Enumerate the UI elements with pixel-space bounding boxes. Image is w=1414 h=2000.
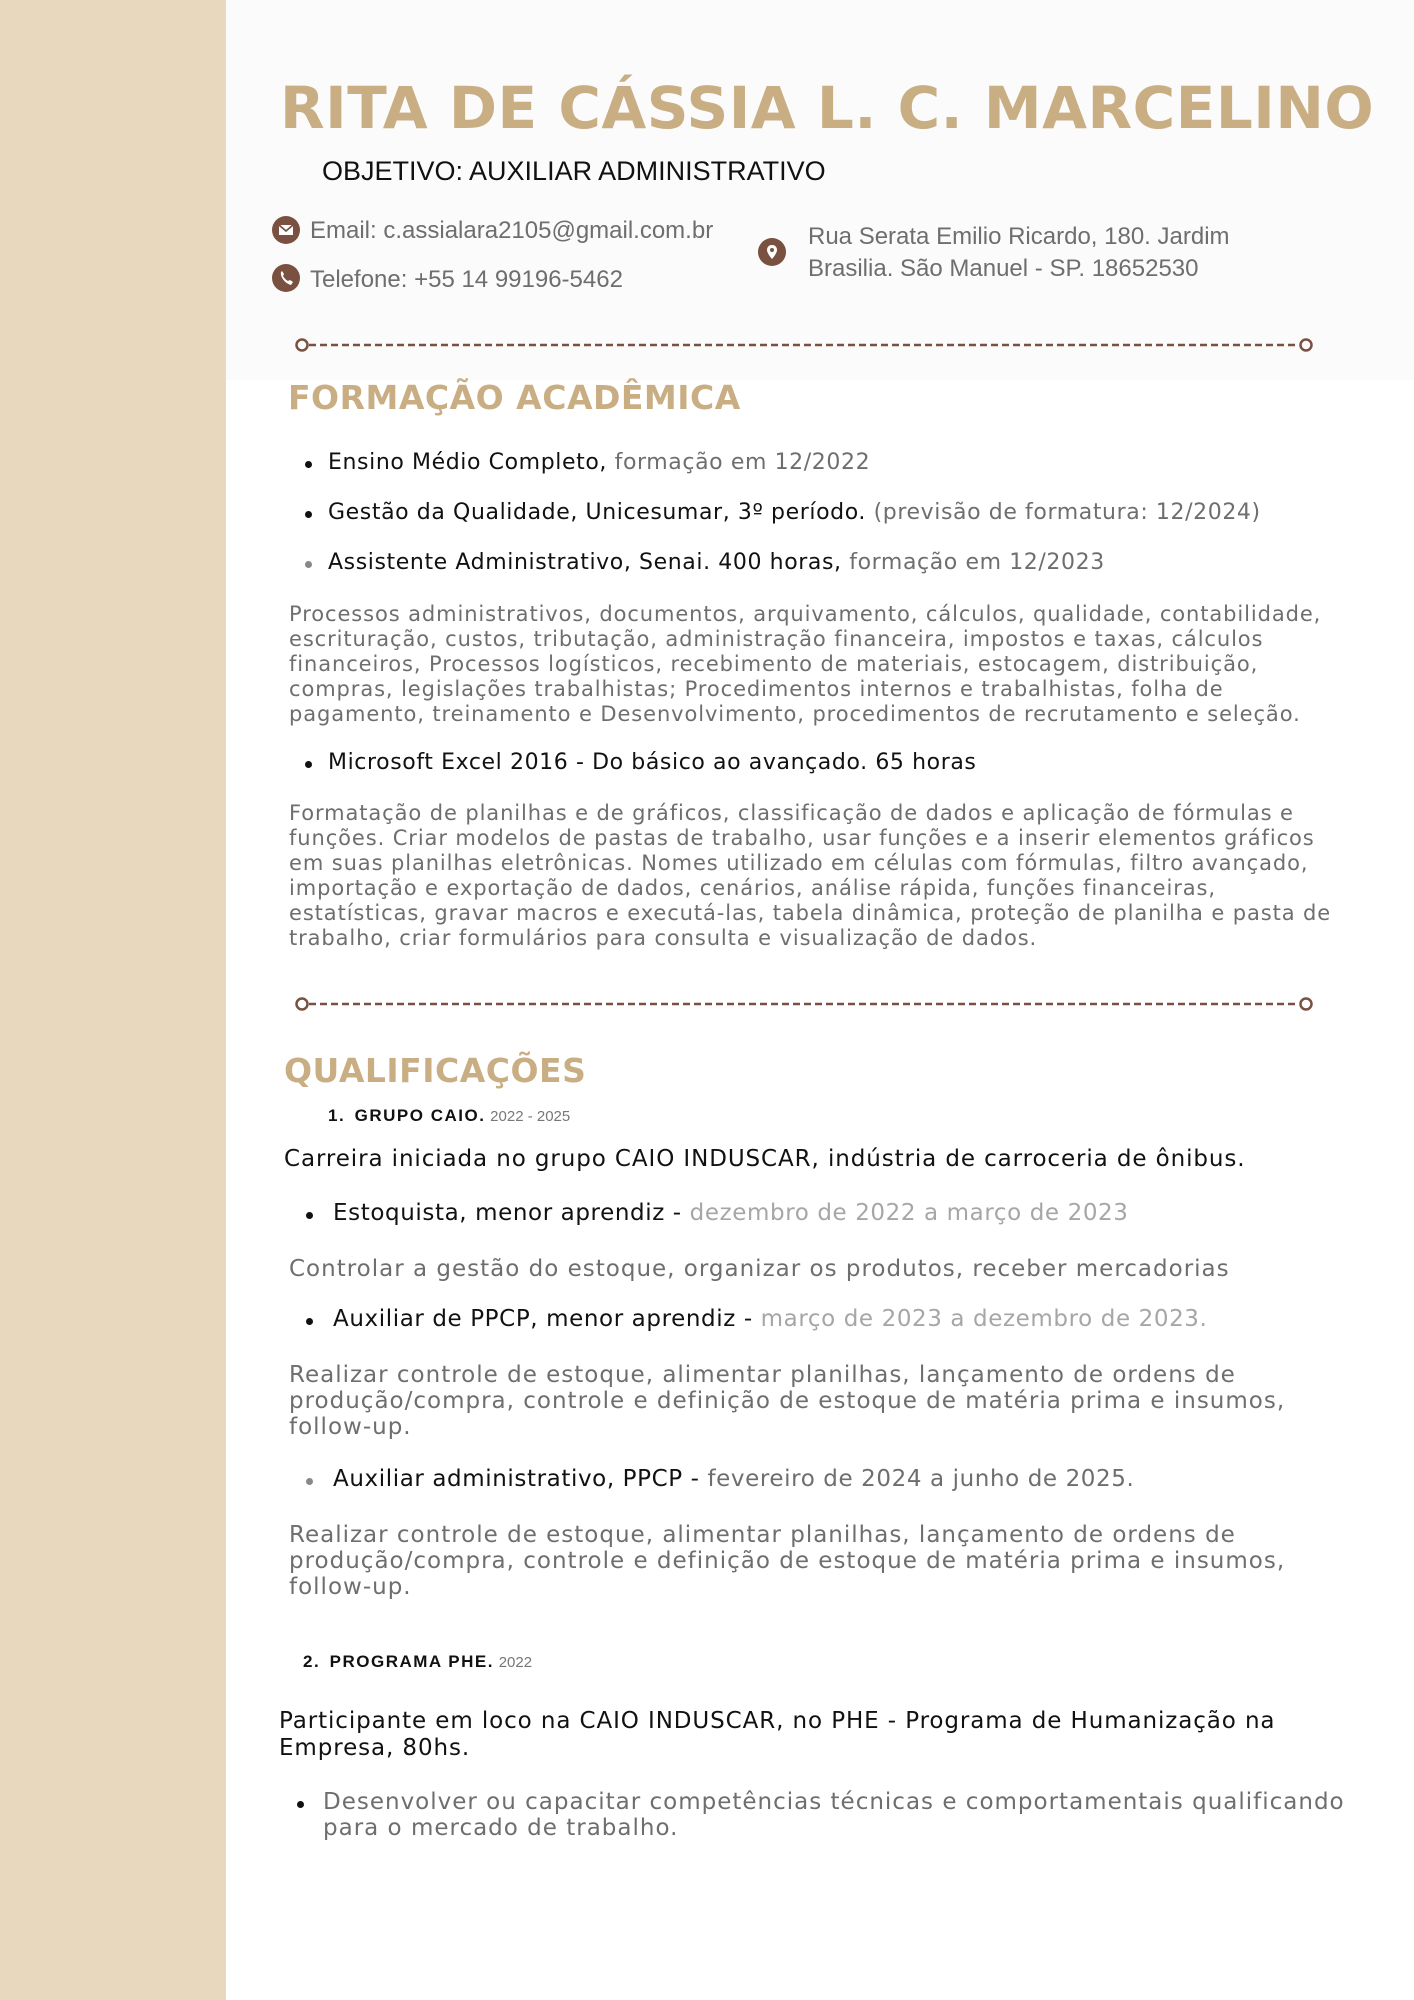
objective-line: OBJETIVO: AUXILIAR ADMINISTRATIVO xyxy=(322,156,826,186)
job-item: Auxiliar administrativo, PPCP - fevereiro de 2024 a junho de 2025. xyxy=(333,1466,1135,1492)
admin-course-description: Processos administrativos, documentos, arquivamento, cálculos, qualidade, contabilidade, escrituração, custos, tributação, administração financeira, impostos e taxas, cálculos financeiros, Processos logísticos, recebimento de materiais, estocagem, distribuição, compras, legislações trabalhistas; Procedimentos internos e trabalhistas, folha de pagamento, treinamento e Desenvolvimento, procedimentos de recrutamento e seleção. xyxy=(289,602,1322,726)
education-item: Assistente Administrativo, Senai. 400 horas, formação em 12/2023 xyxy=(328,550,1105,575)
job-description: Realizar controle de estoque, alimentar planilhas, lançamento de ordens de produção/compra, controle e definição de estoque de matéria prima e insumos, follow-up. xyxy=(289,1522,1286,1600)
job-item: Estoquista, menor aprendiz - dezembro de 2022 a março de 2023 xyxy=(333,1200,1129,1226)
job-item: Auxiliar de PPCP, menor aprendiz - março de 2023 a dezembro de 2023. xyxy=(333,1306,1208,1332)
section-divider xyxy=(294,995,1314,1013)
excel-course-description: Formatação de planilhas e de gráficos, classificação de dados e aplicação de fórmulas e funções. Criar modelos de pastas de trabalho, usar funções e a inserir elementos gráficos em suas planilhas eletrônicas. Nomes utilizado em células com fórmulas, filtro avançado, importação e exportação de dados, cenários, análise rápida, funções financeiras, estatísticas, gravar macros e executá-las, tabela dinâmica, proteção de planilha e pasta de trabalho, criar formulários para consulta e visualização de dados. xyxy=(289,801,1332,950)
job-description: Controlar a gestão do estoque, organizar os produtos, receber mercadorias xyxy=(289,1256,1230,1282)
programa-phe-heading: 2. PROGRAMA PHE. 2022 xyxy=(303,1652,533,1671)
bullet xyxy=(305,461,312,468)
excel-course-item: Microsoft Excel 2016 - Do básico ao avançado. 65 horas xyxy=(328,750,977,775)
qualifications-title: QUALIFICAÇÕES xyxy=(284,1051,587,1090)
job-description: Realizar controle de estoque, alimentar planilhas, lançamento de ordens de produção/compra, controle e definição de estoque de matéria prima e insumos, follow-up. xyxy=(289,1362,1286,1440)
education-title: FORMAÇÃO ACADÊMICA xyxy=(288,378,741,417)
phone-text: Telefone: +55 14 99196-5462 xyxy=(310,266,623,293)
bullet xyxy=(305,511,312,518)
programa-phe-intro: Participante em loco na CAIO INDUSCAR, no PHE - Programa de Humanização na Empresa, 80hs. xyxy=(279,1708,1276,1761)
bullet xyxy=(306,1318,313,1325)
bullet xyxy=(305,761,312,768)
group-caio-intro: Carreira iniciada no grupo CAIO INDUSCAR, indústria de carroceria de ônibus. xyxy=(284,1146,1246,1172)
address-text: Rua Serata Emilio Ricardo, 180. Jardim Brasilia. São Manuel - SP. 18652530 xyxy=(808,223,1230,282)
section-divider xyxy=(294,336,1314,354)
bullet xyxy=(306,1212,313,1219)
location-pin-icon xyxy=(758,238,786,266)
mail-icon xyxy=(272,216,300,244)
phone-icon xyxy=(272,264,300,292)
email-text: Email: c.assialara2105@gmail.com.br xyxy=(310,217,714,244)
candidate-name: RITA DE CÁSSIA L. C. MARCELINO xyxy=(280,74,1375,142)
education-item: Ensino Médio Completo, formação em 12/2022 xyxy=(328,450,871,475)
bullet xyxy=(305,561,312,568)
bullet xyxy=(297,1801,304,1808)
programa-phe-item: Desenvolver ou capacitar competências técnicas e comportamentais qualificando para o mercado de trabalho. xyxy=(323,1789,1345,1841)
header-background xyxy=(226,0,1414,380)
bullet xyxy=(306,1478,313,1485)
group-caio-heading: 1. GRUPO CAIO. 2022 - 2025 xyxy=(328,1106,571,1125)
education-item: Gestão da Qualidade, Unicesumar, 3º período. (previsão de formatura: 12/2024) xyxy=(328,500,1261,525)
sidebar-panel xyxy=(0,0,226,2000)
